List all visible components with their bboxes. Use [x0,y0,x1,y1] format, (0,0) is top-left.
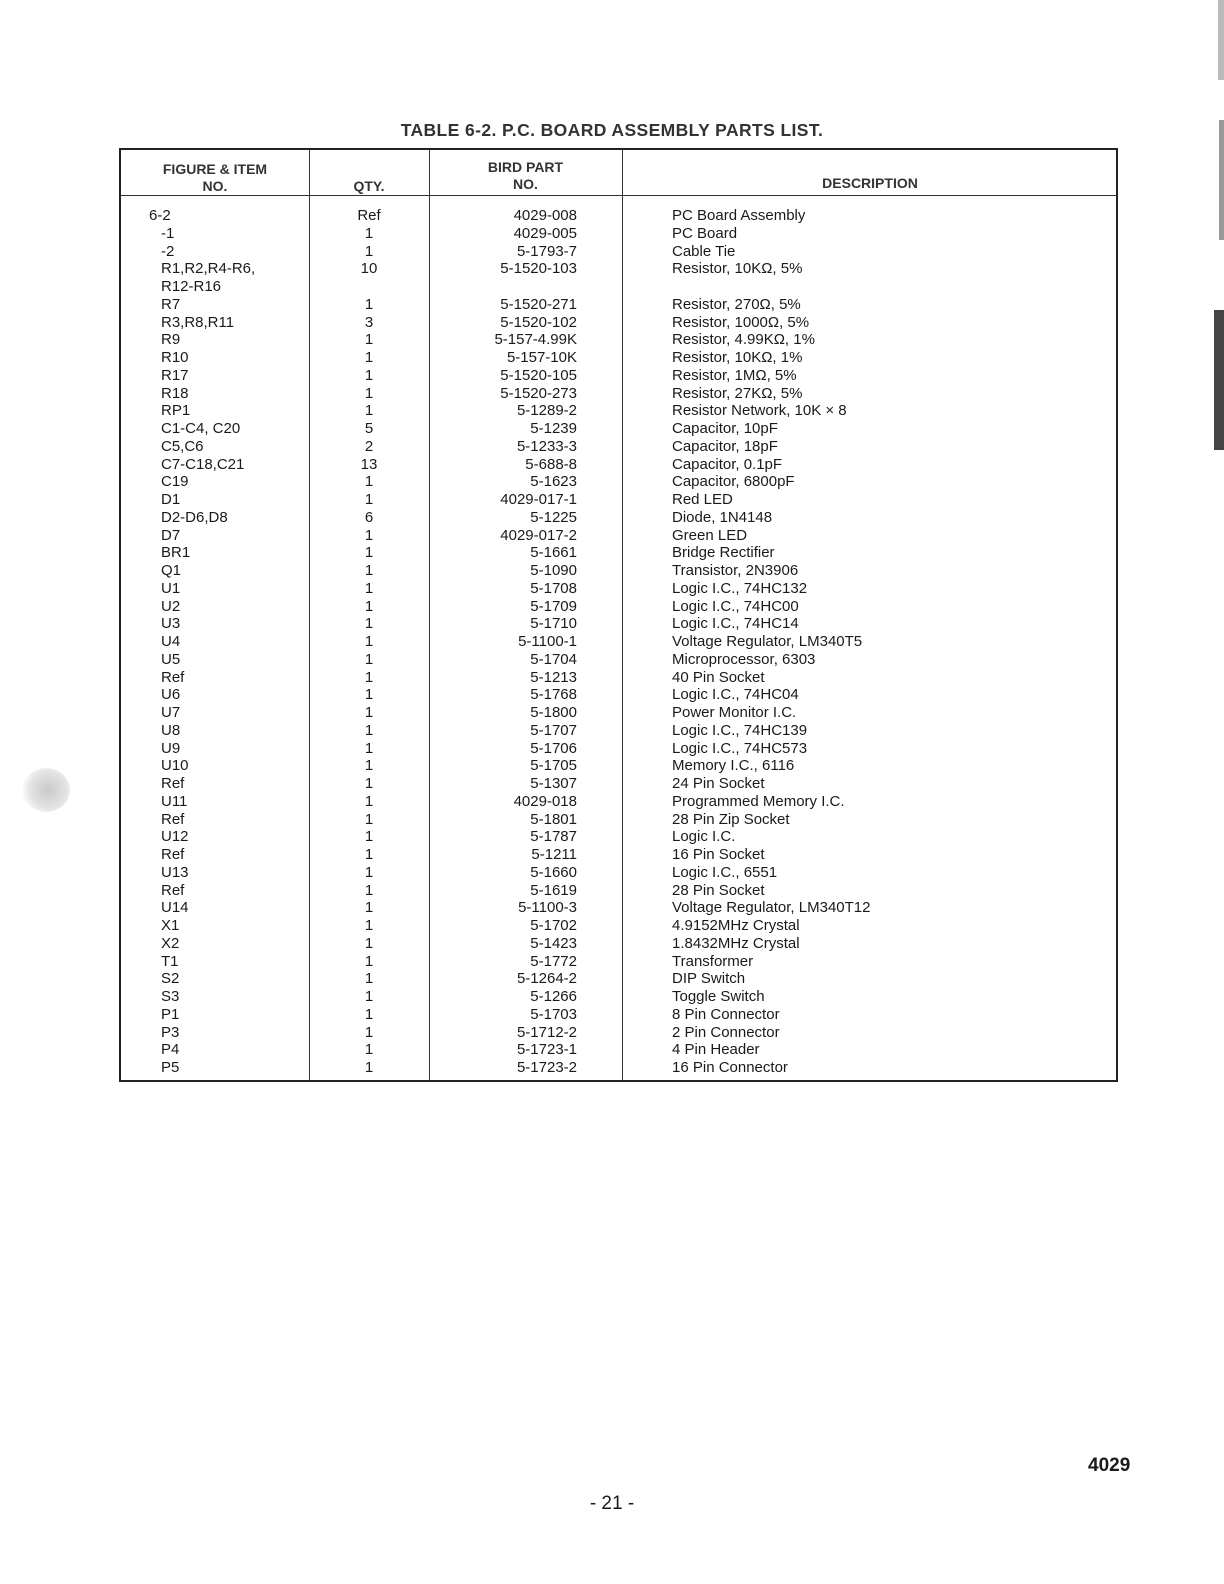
qty-cell: 1 [364,775,374,792]
item-cell: C19 [161,473,189,491]
qty-cell: 1 [364,704,374,721]
item-cell: RP1 [161,402,191,420]
qty-cell: 6 [364,508,374,526]
qty-cell: 1 [364,1023,374,1041]
qty-cell: 13 [360,455,378,473]
table-row [121,651,1116,669]
qty-cell: 1 [364,881,374,899]
description-cell: Resistor Network, 10K × 8 [672,402,847,420]
qty-cell: 1 [364,633,374,650]
part-number-cell: 5-1423 [530,934,577,952]
table-row [121,917,1116,935]
qty-cell: 1 [364,615,374,633]
part-number-cell: 5-1793-7 [516,242,577,260]
table-row [121,598,1116,616]
item-cell: U9 [161,739,181,757]
qty-cell: 1 [364,491,374,508]
qty-cell: 1 [364,1041,374,1059]
table-row [121,456,1116,474]
qty-cell: 1 [364,757,374,775]
scan-edge-mark [1214,310,1224,450]
table-row [121,314,1116,332]
description-cell: Memory I.C., 6116 [672,757,795,775]
description-cell: 28 Pin Socket [672,881,765,899]
qty-cell: 1 [364,384,374,402]
qty-cell: 1 [364,988,374,1005]
part-number-cell: 5-1100-1 [518,633,577,650]
item-cell: U12 [161,828,189,846]
item-cell: U1 [161,579,181,597]
part-number-cell: 5-1704 [530,650,577,668]
description-cell: Logic I.C., 74HC04 [672,686,799,704]
part-number-cell: 5-1520-105 [500,366,577,384]
part-number-cell: 5-1264-2 [516,970,577,988]
qty-cell: 3 [364,313,374,331]
description-cell: Capacitor, 10pF [672,420,778,437]
table-row [121,438,1116,456]
table-row [121,296,1116,314]
qty-cell: 1 [364,526,374,544]
description-cell: Logic I.C., 74HC139 [672,721,808,739]
table-row [121,935,1116,953]
item-cell: R17 [161,366,189,384]
qty-cell: 1 [364,544,374,562]
description-cell: 1.8432MHz Crystal [672,934,800,952]
description-cell: Resistor, 4.99KΩ, 1% [672,331,815,349]
part-number-cell: 5-1233-3 [516,437,577,455]
item-cell: R9 [161,331,181,349]
header-item-line2: NO. [202,178,228,194]
table-row [121,970,1116,988]
description-cell: 24 Pin Socket [672,775,765,792]
item-cell: BR1 [161,544,191,562]
item-cell: U7 [161,704,181,721]
part-number-cell: 4029-018 [513,792,577,810]
item-cell: X2 [161,934,180,952]
table-row [121,811,1116,829]
part-number-cell: 5-1787 [530,828,577,846]
table-row [121,1024,1116,1042]
part-number-cell: 5-1211 [531,846,577,863]
parts-rows [121,207,1116,1077]
item-cell: P3 [161,1023,180,1041]
description-cell: Capacitor, 0.1pF [672,455,783,473]
qty-cell: 1 [364,792,374,810]
item-cell: U14 [161,899,189,917]
part-number-cell: 5-1266 [530,988,577,1005]
qty-cell: 1 [364,934,374,952]
qty-cell: 1 [364,579,374,597]
table-row [121,704,1116,722]
description-cell: Logic I.C., 6551 [672,863,778,881]
part-number-cell: 4029-017-1 [500,491,577,508]
scan-edge-mark [1219,120,1224,240]
description-cell: PC Board Assembly [672,207,806,224]
part-number-cell: 5-1801 [530,810,577,828]
part-number-cell: 5-1660 [530,863,577,881]
description-cell: Resistor, 1MΩ, 5% [672,366,797,384]
item-cell: U4 [161,633,181,650]
table-row [121,882,1116,900]
part-number-cell: 5-1710 [530,615,577,633]
item-cell: -2 [161,242,175,260]
part-number-cell: 5-1768 [530,686,577,704]
qty-cell: 1 [364,331,374,349]
qty-cell: 1 [364,828,374,846]
description-cell: Cable Tie [672,242,736,260]
table-row [121,633,1116,651]
description-cell: Logic I.C., 74HC00 [672,597,799,615]
item-cell: R12-R16 [161,278,222,295]
item-cell: U6 [161,686,181,704]
qty-cell: 1 [364,739,374,757]
part-number-cell: 5-157-4.99K [494,331,577,349]
part-number-cell: 5-157-10K [506,349,577,366]
item-cell: R10 [161,349,189,366]
table-row [121,278,1116,296]
table-row [121,367,1116,385]
part-number-cell: 5-1289-2 [516,402,577,420]
part-number-cell: 4029-005 [513,224,577,242]
part-number-cell: 5-1708 [530,579,577,597]
table-row [121,669,1116,687]
part-number-cell: 5-1520-271 [500,295,577,313]
part-number-cell: 5-1520-102 [500,313,577,331]
table-row [121,1006,1116,1024]
part-number-cell: 5-1705 [530,757,577,775]
qty-cell: 1 [364,473,374,491]
description-cell: Logic I.C., 74HC573 [672,739,808,757]
description-cell: 40 Pin Socket [672,668,765,686]
item-cell: R7 [161,295,181,313]
description-cell: Resistor, 1000Ω, 5% [672,313,810,331]
description-cell: Capacitor, 18pF [672,437,778,455]
description-cell: Transformer [672,952,754,970]
item-cell: U5 [161,650,181,668]
qty-cell: 1 [364,810,374,828]
table-row [121,864,1116,882]
description-cell: Resistor, 270Ω, 5% [672,295,801,313]
description-cell: 28 Pin Zip Socket [672,810,790,828]
header-part-line2: NO. [513,176,538,192]
part-number-cell: 4029-008 [513,207,577,224]
table-row [121,828,1116,846]
table-row [121,349,1116,367]
description-cell: Voltage Regulator, LM340T12 [672,899,871,917]
description-cell: DIP Switch [672,970,746,988]
item-cell: Ref [161,775,185,792]
table-row [121,1059,1116,1077]
table-row [121,757,1116,775]
table-row [121,527,1116,545]
description-cell: 16 Pin Connector [672,1059,788,1076]
description-cell: Capacitor, 6800pF [672,473,795,491]
table-row [121,243,1116,261]
publication-number: 4029 [1088,1455,1131,1476]
description-cell: Resistor, 10KΩ, 1% [672,349,803,366]
qty-cell: 1 [364,917,374,934]
qty-cell: 1 [364,686,374,704]
item-cell: D1 [161,491,181,508]
page-title: TABLE 6-2. P.C. BOARD ASSEMBLY PARTS LIST. [400,120,824,140]
part-number-cell: 5-1702 [530,917,577,934]
item-cell: C7-C18,C21 [161,455,245,473]
table-row [121,260,1116,278]
qty-cell: 1 [364,349,374,366]
item-cell: -1 [161,224,175,242]
item-cell: P4 [161,1041,180,1059]
item-cell: D2-D6,D8 [161,508,228,526]
header-description: DESCRIPTION [822,175,918,191]
part-number-cell: 5-1100-3 [518,899,577,917]
part-number-cell: 5-1800 [530,704,577,721]
table-row [121,615,1116,633]
table-row [121,491,1116,509]
table-row [121,722,1116,740]
part-number-cell: 5-1707 [530,721,577,739]
table-row [121,207,1116,225]
description-cell: Power Monitor I.C. [672,704,797,721]
description-cell: Logic I.C., 74HC14 [672,615,799,633]
table-row [121,225,1116,243]
description-cell: Transistor, 2N3906 [672,562,799,579]
part-number-cell: 5-1706 [530,739,577,757]
qty-cell: 1 [364,721,374,739]
item-cell: U11 [161,792,188,810]
item-cell: P5 [161,1059,180,1076]
description-cell: Resistor, 10KΩ, 5% [672,260,803,278]
part-number-cell: 5-1239 [530,420,577,437]
qty-cell: 1 [364,242,374,260]
table-row [121,402,1116,420]
description-cell: Red LED [672,491,733,508]
table-row [121,562,1116,580]
description-cell: Resistor, 27KΩ, 5% [672,384,803,402]
qty-cell: 1 [364,597,374,615]
description-cell: Toggle Switch [672,988,765,1005]
qty-cell: Ref [357,207,381,224]
table-row [121,775,1116,793]
part-number-cell: 5-1307 [530,775,577,792]
qty-cell: 1 [364,1059,374,1076]
item-cell: C5,C6 [161,437,204,455]
description-cell: 4 Pin Header [672,1041,760,1059]
header-part-no [429,159,622,193]
table-row [121,1041,1116,1059]
part-number-cell: 5-1225 [530,508,577,526]
table-row [121,988,1116,1006]
item-cell: Ref [161,881,185,899]
header-qty: QTY. [353,178,385,194]
description-cell: Voltage Regulator, LM340T5 [672,633,863,650]
header-divider [121,195,1116,196]
description-cell: Logic I.C., 74HC132 [672,579,808,597]
qty-cell: 1 [364,899,374,917]
item-cell: R3,R8,R11 [161,313,235,331]
qty-cell: 10 [360,260,378,278]
qty-cell: 1 [364,402,374,420]
scan-edge-mark [1218,0,1224,80]
table-row [121,509,1116,527]
table-row [121,385,1116,403]
description-cell: PC Board [672,224,738,242]
item-cell: P1 [161,1005,180,1023]
table-row [121,899,1116,917]
part-number-cell: 5-1723-1 [516,1041,577,1059]
table-row [121,846,1116,864]
description-cell: 16 Pin Socket [672,846,765,863]
table-row [121,740,1116,758]
qty-cell: 1 [364,650,374,668]
description-cell: Diode, 1N4148 [672,508,773,526]
description-cell: 8 Pin Connector [672,1005,780,1023]
part-number-cell: 5-688-8 [525,455,577,473]
table-row [121,473,1116,491]
item-cell: S3 [161,988,180,1005]
qty-cell: 1 [364,1005,374,1023]
table-row [121,544,1116,562]
part-number-cell: 5-1772 [530,952,577,970]
description-cell: Programmed Memory I.C. [672,792,845,810]
header-part-line1: BIRD PART [487,159,564,175]
part-number-cell: 5-1661 [530,544,577,562]
part-number-cell: 5-1213 [530,668,577,686]
qty-cell: 1 [364,295,374,313]
item-cell: C1-C4, C20 [161,420,241,437]
qty-cell: 1 [364,846,374,863]
header-item-line1: FIGURE & ITEM [162,161,268,177]
table-row [121,580,1116,598]
part-number-cell: 5-1090 [530,562,577,579]
description-cell: 4.9152MHz Crystal [672,917,800,934]
description-cell: Bridge Rectifier [672,544,775,562]
parts-table [119,148,1118,1082]
item-cell: 6-2 [149,207,171,224]
item-cell: Q1 [161,562,182,579]
item-cell: U8 [161,721,181,739]
item-cell: T1 [161,952,179,970]
description-cell: 2 Pin Connector [672,1023,780,1041]
qty-cell: 1 [364,970,374,988]
item-cell: D7 [161,526,181,544]
qty-cell: 1 [364,668,374,686]
part-number-cell: 5-1723-2 [516,1059,577,1076]
item-cell: R1,R2,R4-R6, [161,260,256,278]
part-number-cell: 4029-017-2 [500,526,577,544]
part-number-cell: 5-1712-2 [516,1023,577,1041]
qty-cell: 1 [364,952,374,970]
qty-cell: 1 [364,366,374,384]
qty-cell: 1 [364,863,374,881]
description-cell: Microprocessor, 6303 [672,650,816,668]
description-cell: Logic I.C. [672,828,736,846]
scan-hole-mark [22,768,70,812]
table-row [121,420,1116,438]
item-cell: U10 [161,757,189,775]
qty-cell: 2 [364,437,374,455]
item-cell: Ref [161,668,185,686]
part-number-cell: 5-1520-103 [500,260,577,278]
item-cell: U13 [161,863,189,881]
item-cell: Ref [161,846,185,863]
table-row [121,953,1116,971]
part-number-cell: 5-1619 [530,881,577,899]
part-number-cell: 5-1709 [530,597,577,615]
header-item-no [121,161,309,195]
qty-cell: 1 [364,224,374,242]
table-row [121,331,1116,349]
part-number-cell: 5-1703 [530,1005,577,1023]
item-cell: U3 [161,615,181,633]
item-cell: X1 [161,917,180,934]
part-number-cell: 5-1623 [530,473,577,491]
item-cell: R18 [161,384,189,402]
qty-cell: 1 [364,562,374,579]
part-number-cell: 5-1520-273 [500,384,577,402]
table-row [121,793,1116,811]
page-number: - 21 - [589,1493,635,1514]
qty-cell: 5 [364,420,374,437]
item-cell: S2 [161,970,180,988]
table-row [121,686,1116,704]
description-cell: Green LED [672,526,748,544]
item-cell: Ref [161,810,185,828]
item-cell: U2 [161,597,181,615]
